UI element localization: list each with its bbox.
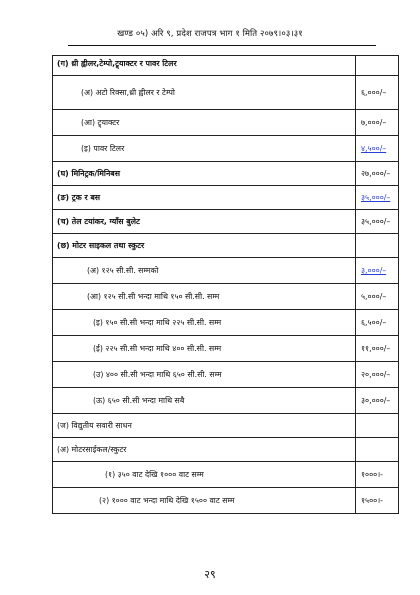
row-label: (च) तेल टयांकर, ग्याँस बुलेट [53, 210, 356, 234]
fee-table [52, 55, 399, 514]
row-label: (अ) १२५ सी.सी. सम्मको [53, 258, 356, 284]
table-row [53, 462, 399, 488]
table-row [53, 414, 399, 438]
row-label: (इ) पावर टिलर [53, 136, 356, 162]
row-amount: १०००।- [356, 462, 399, 488]
table-row [53, 162, 399, 186]
table-row [53, 362, 399, 388]
table-row [53, 110, 399, 136]
row-amount[interactable]: ३,०००/– [356, 258, 399, 284]
table-row [53, 56, 399, 76]
table-row [53, 258, 399, 284]
row-label: (ऊ) ६५० सी.सी भन्दा माथि सबै [53, 388, 356, 414]
table-row [53, 234, 399, 258]
table-row [53, 136, 399, 162]
row-amount: ६,५००/– [356, 310, 399, 336]
header-rule [68, 45, 376, 46]
row-label: (छ) मोटर साइकल तथा स्कुटर [53, 234, 356, 258]
row-label: (ग) थ्री ह्वीलर,टेम्पो,ट्र्याक्टर र पावर टिलर [53, 56, 356, 76]
table-row [53, 336, 399, 362]
table-row [53, 488, 399, 514]
row-amount: २०,०००/– [356, 362, 399, 388]
table-row [53, 388, 399, 414]
row-amount: ५,०००/– [356, 284, 399, 310]
row-amount: ३०,०००/– [356, 388, 399, 414]
row-label: (आ) ट्र्याक्टर [53, 110, 356, 136]
row-amount: ३५,०००/– [356, 210, 399, 234]
table-row [53, 438, 399, 462]
row-label: (१) ३५० वाट देखि १००० वाट सम्म [53, 462, 356, 488]
table-row [53, 186, 399, 210]
row-amount: २७,०००/– [356, 162, 399, 186]
row-label: (२) १००० वाट भन्दा माथि देखि १५०० वाट सम्म [53, 488, 356, 514]
table-row [53, 210, 399, 234]
row-label: (इ) १५० सी.सी भन्दा माथि २२५ सी.सी. सम्म [53, 310, 356, 336]
row-label: (आ) १२५ सी.सी भन्दा माथि १५० सी.सी. सम्म [53, 284, 356, 310]
table-row [53, 310, 399, 336]
row-label: (अ) मोटरसाईकल/स्कुटर [53, 438, 356, 462]
page-number: २९ [204, 568, 216, 581]
page-header: खण्ड ०५) अरि ९, प्रदेश राजपत्र भाग १ मिति २०७९।०३।३१ [117, 29, 303, 39]
row-label: (ज) विद्युतीय सवारी साधन [53, 414, 356, 438]
row-label: (ङ) ट्रक र बस [53, 186, 356, 210]
row-amount [356, 56, 399, 76]
row-amount [356, 438, 399, 462]
row-amount: ११,०००/– [356, 336, 399, 362]
row-amount [356, 414, 399, 438]
row-label: (अ) अटो रिक्सा,थ्री ह्वीलर र टेम्पो [53, 76, 356, 110]
table-row [53, 76, 399, 110]
row-amount[interactable]: ३५,०००/– [356, 186, 399, 210]
row-label: (ई) २२५ सी.सी भन्दा माथि ४०० सी.सी. सम्म [53, 336, 356, 362]
row-amount: १५००।- [356, 488, 399, 514]
row-label: (उ) ४०० सी.सी भन्दा माथि ६५० सी.सी. सम्म [53, 362, 356, 388]
row-amount: ७,०००/– [356, 110, 399, 136]
row-amount: ६,०००/– [356, 76, 399, 110]
row-label: (घ) मिनिट्रक/मिनिबस [53, 162, 356, 186]
row-amount[interactable]: ४,५००/– [356, 136, 399, 162]
row-amount [356, 234, 399, 258]
table-row [53, 284, 399, 310]
